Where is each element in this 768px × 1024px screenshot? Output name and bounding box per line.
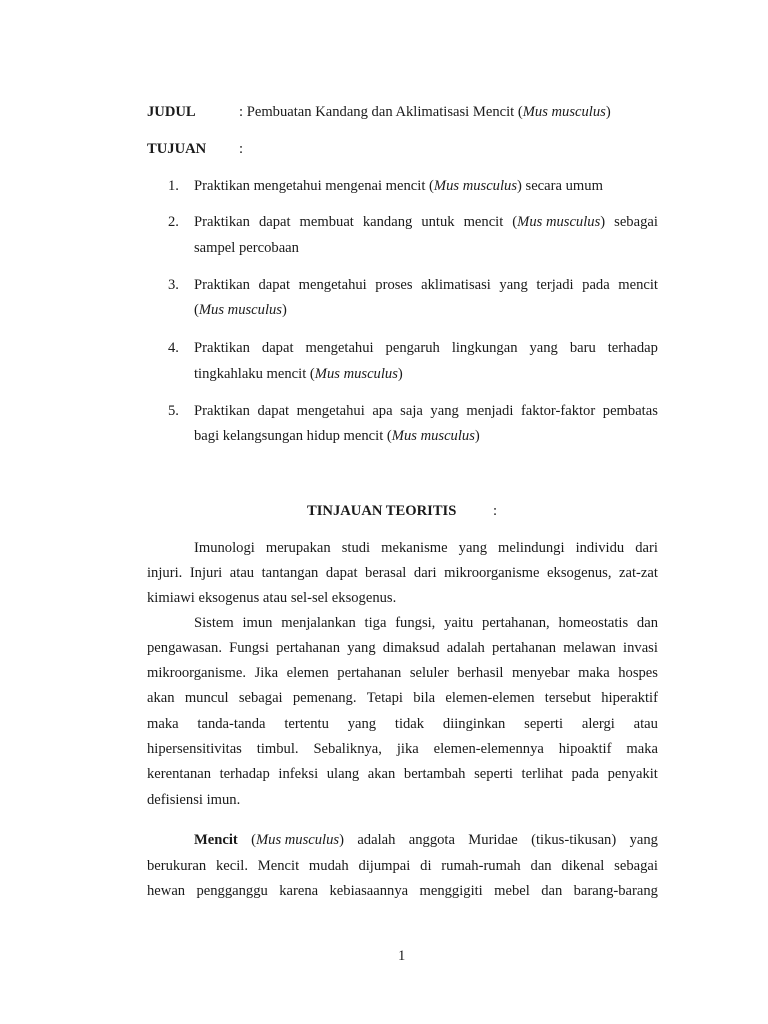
word: penyakit [607,766,658,782]
word: mikroorganisme [444,565,540,581]
word: pertahanan [337,665,402,681]
word: sebagai [614,214,658,230]
species-name: Mus musculus [517,214,601,230]
word: adalah [446,640,485,656]
word: dijumpai [358,858,411,874]
word: sebagai [238,690,283,706]
word: tiga [364,615,387,631]
word: dapat [258,214,291,230]
word: Imunologi [194,540,255,556]
word: bila [413,690,436,706]
word: tersebut [544,690,591,706]
text-span: ) [397,366,403,382]
word: hospes [618,665,658,681]
word: dan [530,858,552,874]
species-group: (Mus musculus) [512,214,606,230]
word: kebiasaannya [329,883,409,899]
word: di [420,858,432,874]
word: dari [635,540,658,556]
word: lingkungan [451,340,518,356]
p2-line-6 [147,741,658,758]
word: bertambah [403,766,466,782]
tujuan-colon: : [239,141,244,157]
species-group: (Mus musculus) [251,832,344,848]
word: infeksi [278,766,319,782]
word: berhasil [457,665,504,681]
tujuan-item-2-line-2: sampel percobaan [194,240,299,256]
word: homeostatis [558,615,629,631]
word: kerentanan [147,766,212,782]
word: dapat [258,277,291,293]
word: karena [279,883,319,899]
tujuan-item-number: 1. [168,178,179,194]
word: mikroorganisme. [147,665,247,681]
word: adalah [357,832,396,848]
judul-title-post: ) [605,104,611,120]
word: melawan [563,640,616,656]
word: maka [626,741,658,757]
word: Injuri [189,565,223,581]
word: menyebar [512,665,570,681]
word: menggigiti [419,883,483,899]
word: Muridae [468,832,518,848]
species-name: Mus musculus [433,178,518,194]
word: elemen-elemen [445,690,535,706]
judul-text [239,104,611,121]
word: mengetahui [296,403,365,419]
word: berasal [365,565,407,581]
text-span: tingkahlaku mencit ( [194,366,315,382]
word: yang [430,403,459,419]
word: elemen [286,665,329,681]
word: mebel [494,883,530,899]
species-name: Mus musculus [314,366,398,382]
p3-line-1 [194,832,658,849]
word: dari [413,565,437,581]
text-span: Praktikan mengetahui mengenai mencit ( [194,178,434,194]
p1-line-1 [194,540,658,557]
word: yang [458,540,488,556]
word: hewan [147,883,186,899]
species-name: Mus musculus [255,832,340,848]
word: mekanisme [381,540,448,556]
word: baru [569,340,596,356]
word: menjalankan [281,615,356,631]
word: akan [367,766,396,782]
word: mudah [308,858,349,874]
word: tanda-tanda [197,716,266,732]
word: seluler [409,665,449,681]
word: faktor-faktor [520,403,596,419]
species-name: Mus musculus [391,428,475,444]
word: berukuran [147,858,207,874]
word: diinginkan [442,716,506,732]
word: imun [242,615,273,631]
word: tertentu [284,716,329,732]
tujuan-item-number: 5. [168,403,179,419]
p2-line-2 [147,640,658,657]
judul-colon: : [239,104,244,120]
word: terhadap [607,340,658,356]
word: Tetapi [366,690,403,706]
word: yang [499,277,528,293]
word: pertahanan, [482,615,550,631]
word: muncul [184,690,229,706]
word: dan [541,883,563,899]
p2-line-1 [194,615,658,632]
word: atau [229,565,255,581]
page-number: 1 [398,948,406,964]
p1-line-2 [147,565,658,582]
word: mengetahui [298,277,367,293]
tujuan-item-2-line-1 [194,214,658,231]
word: terlihat [521,766,563,782]
p3-line-2 [147,858,658,875]
tujuan-label: TUJUAN [147,141,207,157]
word: seperti [524,716,564,732]
p2-line-5 [147,716,658,733]
word: jika [396,741,419,757]
tujuan-item-5-line-2 [194,428,658,445]
tujuan-item-4-line-2 [194,366,658,383]
tujuan-item-1-line-1 [194,178,658,195]
p2-line-3 [147,665,658,682]
p2-line-8: defisiensi imun. [147,792,241,808]
p2-line-4 [147,690,658,707]
word: pengaruh [385,340,440,356]
word: proses [375,277,413,293]
word: pada [571,766,600,782]
word: pengawasan. [147,640,222,656]
word: Praktikan [194,277,250,293]
word: Mencit [257,858,300,874]
tujuan-item-3-line-2: (Mus musculus) [194,302,287,318]
tujuan-item-number: 3. [168,277,179,293]
word: elemen-elemennya [433,741,544,757]
word: rumah-rumah [441,858,521,874]
word: Praktikan [194,340,250,356]
p2-line-7 [147,766,658,783]
word: Jika [254,665,279,681]
word: sebagai [614,858,658,874]
judul-title-pre: Pembuatan Kandang dan Aklimatisasi Mencit ( [246,104,523,120]
p1-line-3: kimiawi eksogenus atau sel-sel eksogenus. [147,590,397,606]
word: hiperaktif [601,690,658,706]
species-name: Mus musculus [198,302,282,318]
judul-species: Mus musculus [522,104,606,120]
tujuan-item-number: 2. [168,214,179,230]
word: (tikus-tikusan) [531,832,617,848]
word: akan [147,690,175,706]
word: studi [341,540,371,556]
word: hipersensitivitas [147,741,242,757]
word: pada [582,277,610,293]
text-span: bagi kelangsungan hidup mencit ( [194,428,392,444]
word: terhadap [219,766,270,782]
tujuan-item-4-line-1 [194,340,658,357]
word: yang [629,832,658,848]
judul-label: JUDUL [147,104,196,120]
word: melindungi [498,540,565,556]
word: mencit [618,277,658,293]
tinjauan-colon: : [493,503,498,519]
word: membuat [299,214,354,230]
word: tantangan [261,565,319,581]
word: terjadi [536,277,574,293]
tujuan-item-5-line-1 [194,403,658,420]
word: pemenang. [292,690,357,706]
word: timbul. [256,741,299,757]
word: eksogenus, [547,565,612,581]
word: yaitu [444,615,474,631]
word: Praktikan [194,214,250,230]
word: aklimatisasi [421,277,491,293]
word: dimaksud [382,640,440,656]
word: mencit [463,214,504,230]
word: pembatas [602,403,658,419]
word: Fungsi [229,640,269,656]
word: alergi [581,716,615,732]
word: dikenal [561,858,605,874]
word: yang [529,340,558,356]
word: Sebaliknya, [313,741,382,757]
word: menjadi [466,403,514,419]
word: dapat [257,403,290,419]
word: untuk [421,214,455,230]
p3-line-3 [147,883,658,900]
word: dan [636,615,658,631]
word: yang [347,716,377,732]
word: yang [347,640,376,656]
word: mengetahui [305,340,374,356]
tujuan-item-3-line-1 [194,277,658,294]
word: Sistem [194,615,234,631]
tujuan-item-number: 4. [168,340,179,356]
word: atau [633,716,658,732]
word: dapat [261,340,294,356]
word: tidak [394,716,425,732]
word: invasi [623,640,658,656]
word: anggota [408,832,455,848]
word: injuri. [147,565,183,581]
word: individu [575,540,625,556]
word: ulang [326,766,360,782]
word: zat-zat [619,565,658,581]
word: pertahanan [492,640,557,656]
mencit-bold-term: Mencit [194,832,238,848]
word: maka [578,665,610,681]
word: fungsi, [395,615,436,631]
text-span: ) [474,428,480,444]
text-span: ) secara umum [517,178,603,194]
word: kecil. [215,858,248,874]
word: saja [400,403,423,419]
word: Praktikan [194,403,250,419]
tinjauan-heading: TINJAUAN TEORITIS [307,503,457,519]
word: kandang [362,214,413,230]
word: seperti [474,766,513,782]
word: pengganggu [196,883,268,899]
word: merupakan [265,540,331,556]
word: pertahanan [276,640,341,656]
word: maka [147,716,179,732]
word: apa [372,403,393,419]
word: barang-barang [573,883,658,899]
word: dapat [325,565,358,581]
word: hipoaktif [558,741,612,757]
